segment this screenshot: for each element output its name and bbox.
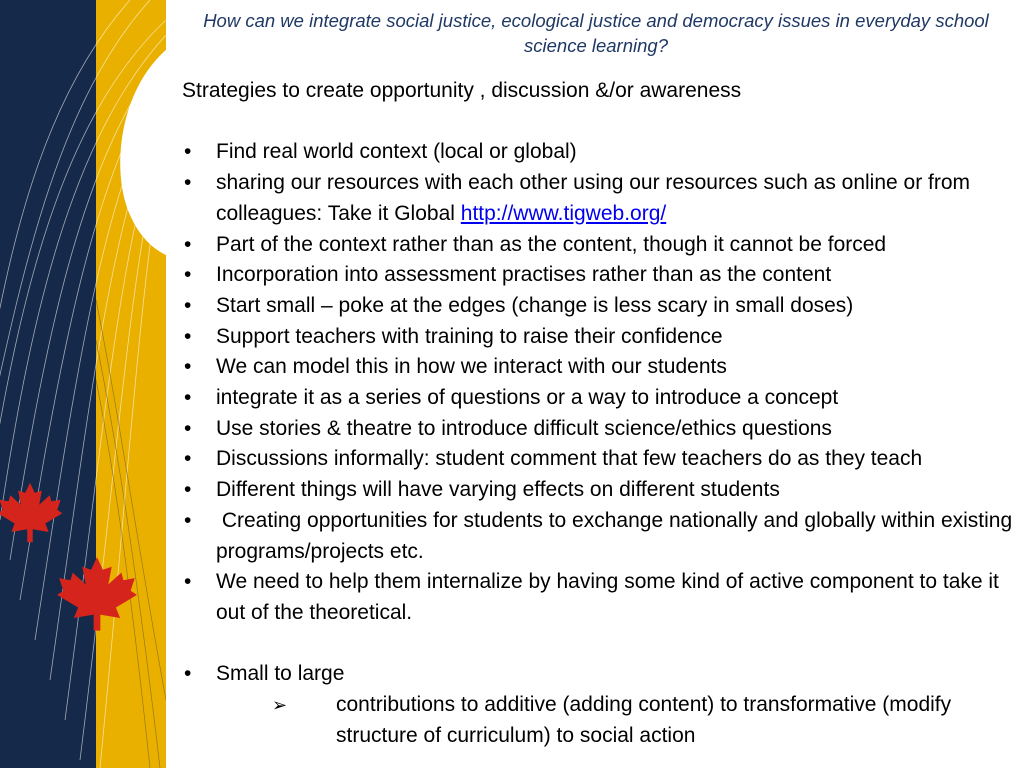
slide-heading: How can we integrate social justice, ecological justice and democracy issues in everyday school science learning?: [203, 10, 989, 56]
bullet-text: Different things will have varying effects on different students: [216, 478, 780, 502]
list-item: [182, 230, 1014, 261]
bullet-text: sharing our resources with each other using our resources such as online or from colleagues: Take it Global: [216, 171, 971, 225]
navy-band: [0, 0, 96, 768]
list-item: [182, 659, 1014, 751]
scale-list: [182, 659, 1014, 751]
bullet-text: Start small – poke at the edges (change is less scary in small doses): [216, 293, 854, 317]
sub-bullet-text: contributions to additive (adding content) to transformative (modify structure of curriculum) to social action: [336, 693, 952, 747]
list-item: [182, 137, 1014, 168]
list-item: [182, 260, 1014, 291]
list-item: [182, 475, 1014, 506]
bullet-text: Use stories & theatre to introduce difficult science/ethics questions: [216, 416, 832, 440]
strategy-list: [182, 137, 1019, 628]
tigweb-link[interactable]: http://www.tigweb.org/: [460, 201, 667, 225]
bullet-text: Small to large: [216, 662, 345, 686]
bullet-text: Creating opportunities for students to exchange nationally and globally within existing programs/projects etc.: [216, 508, 1019, 563]
list-item: [182, 567, 1014, 628]
bullet-text: integrate it as a series of questions or a way to introduce a concept: [216, 386, 839, 410]
sub-list-item: [302, 690, 1014, 751]
list-item: [182, 168, 1014, 229]
bullet-text: Part of the context rather than as the content, though it cannot be forced: [216, 232, 887, 256]
list-item: [182, 352, 1014, 383]
bullet-text: We can model this in how we interact with our students: [216, 355, 727, 379]
bullet-text: We need to help them internalize by having some kind of active component to take it out of the theoretical.: [216, 570, 999, 624]
list-item: [182, 414, 1014, 445]
slide-content: [182, 76, 1019, 751]
decorative-sidebar: [0, 0, 166, 768]
list-item: [182, 444, 1014, 475]
spacer: [182, 107, 1014, 138]
list-item: [182, 291, 1014, 322]
list-item: [182, 506, 1019, 567]
intro-text: Strategies to create opportunity , discussion &/or awareness: [182, 79, 742, 102]
bullet-text: Support teachers with training to raise their confidence: [216, 324, 723, 348]
bullet-text: Discussions informally: student comment that few teachers do as they teach: [216, 447, 923, 471]
list-item: [182, 383, 1014, 414]
sub-list: [216, 690, 1014, 751]
bullet-text: Find real world context (local or global): [216, 140, 577, 164]
list-item: [182, 322, 1014, 353]
bullet-text: Incorporation into assessment practises rather than as the content: [216, 263, 832, 287]
spacer: [182, 629, 1014, 660]
